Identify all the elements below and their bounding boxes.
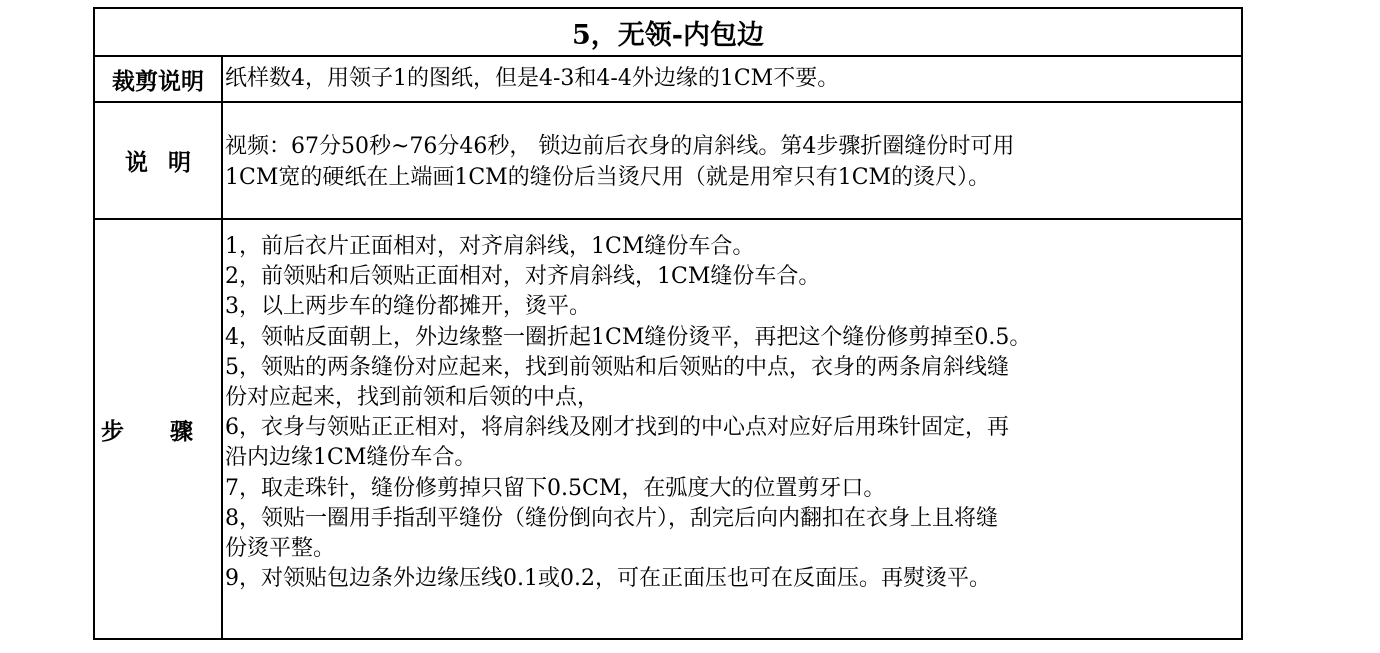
steps-content xyxy=(225,220,1237,638)
table-title-row xyxy=(95,9,1241,57)
cutting-content xyxy=(225,57,1237,101)
steps-label-char-1: 步 xyxy=(101,417,124,445)
step-line: 7，取走珠针，缝份修剪掉只留下0.5CM，在弧度大的位置剪牙口。 xyxy=(225,475,886,501)
step-line: 4，领帖反面朝上，外边缘整一圈折起1CM缝份烫平，再把这个缝份修剪掉至0.5。 xyxy=(225,324,1032,350)
step-line: 8，领贴一圈用手指刮平缝份（缝份倒向衣片），刮完后向内翻扣在衣身上且将缝 xyxy=(225,505,998,531)
description-content xyxy=(225,103,1237,218)
step-line: 份烫平整。 xyxy=(225,536,336,562)
cutting-text: 纸样数4，用领子1的图纸，但是4-3和4-4外边缘的1CM不要。 xyxy=(225,66,840,92)
step-line: 沿内边缘1CM缝份车合。 xyxy=(225,445,477,471)
step-line: 9，对领贴包边条外边缘压线0.1或0.2，可在正面压也可在反面压。再熨烫平。 xyxy=(225,566,991,592)
step-line: 2，前领贴和后领贴正面相对，对齐肩斜线，1CM缝份车合。 xyxy=(225,264,821,290)
step-line: 份对应起来，找到前领和后领的中点， xyxy=(225,385,600,411)
step-line: 5，领贴的两条缝份对应起来，找到前领贴和后领贴的中点，衣身的两条肩斜线缝 xyxy=(225,354,1009,380)
step-line: 6，衣身与领贴正正相对，将肩斜线及刚才找到的中心点对应好后用珠针固定，再 xyxy=(225,415,1009,441)
cutting-label: 裁剪说明 xyxy=(95,57,223,101)
description-line: 1CM宽的硬纸在上端画1CM的缝份后当烫尺用（就是用窄只有1CM的烫尺）。 xyxy=(225,165,991,190)
steps-row xyxy=(95,220,1241,638)
steps-label xyxy=(95,220,223,638)
cutting-row xyxy=(95,57,1241,103)
steps-label-char-2: 骤 xyxy=(170,417,193,445)
description-line: 视频：67分50秒~76分46秒， 锁边前后衣身的肩斜线。第4步骤折圈缝份时可用 xyxy=(225,134,1015,159)
description-label: 说明 xyxy=(95,103,223,218)
step-line: 3，以上两步车的缝份都摊开，烫平。 xyxy=(225,294,591,320)
instruction-table xyxy=(93,7,1243,640)
description-row xyxy=(95,103,1241,220)
step-line: 1，前后衣片正面相对，对齐肩斜线，1CM缝份车合。 xyxy=(225,234,755,259)
table-title: 5，无领-内包边 xyxy=(572,19,764,51)
